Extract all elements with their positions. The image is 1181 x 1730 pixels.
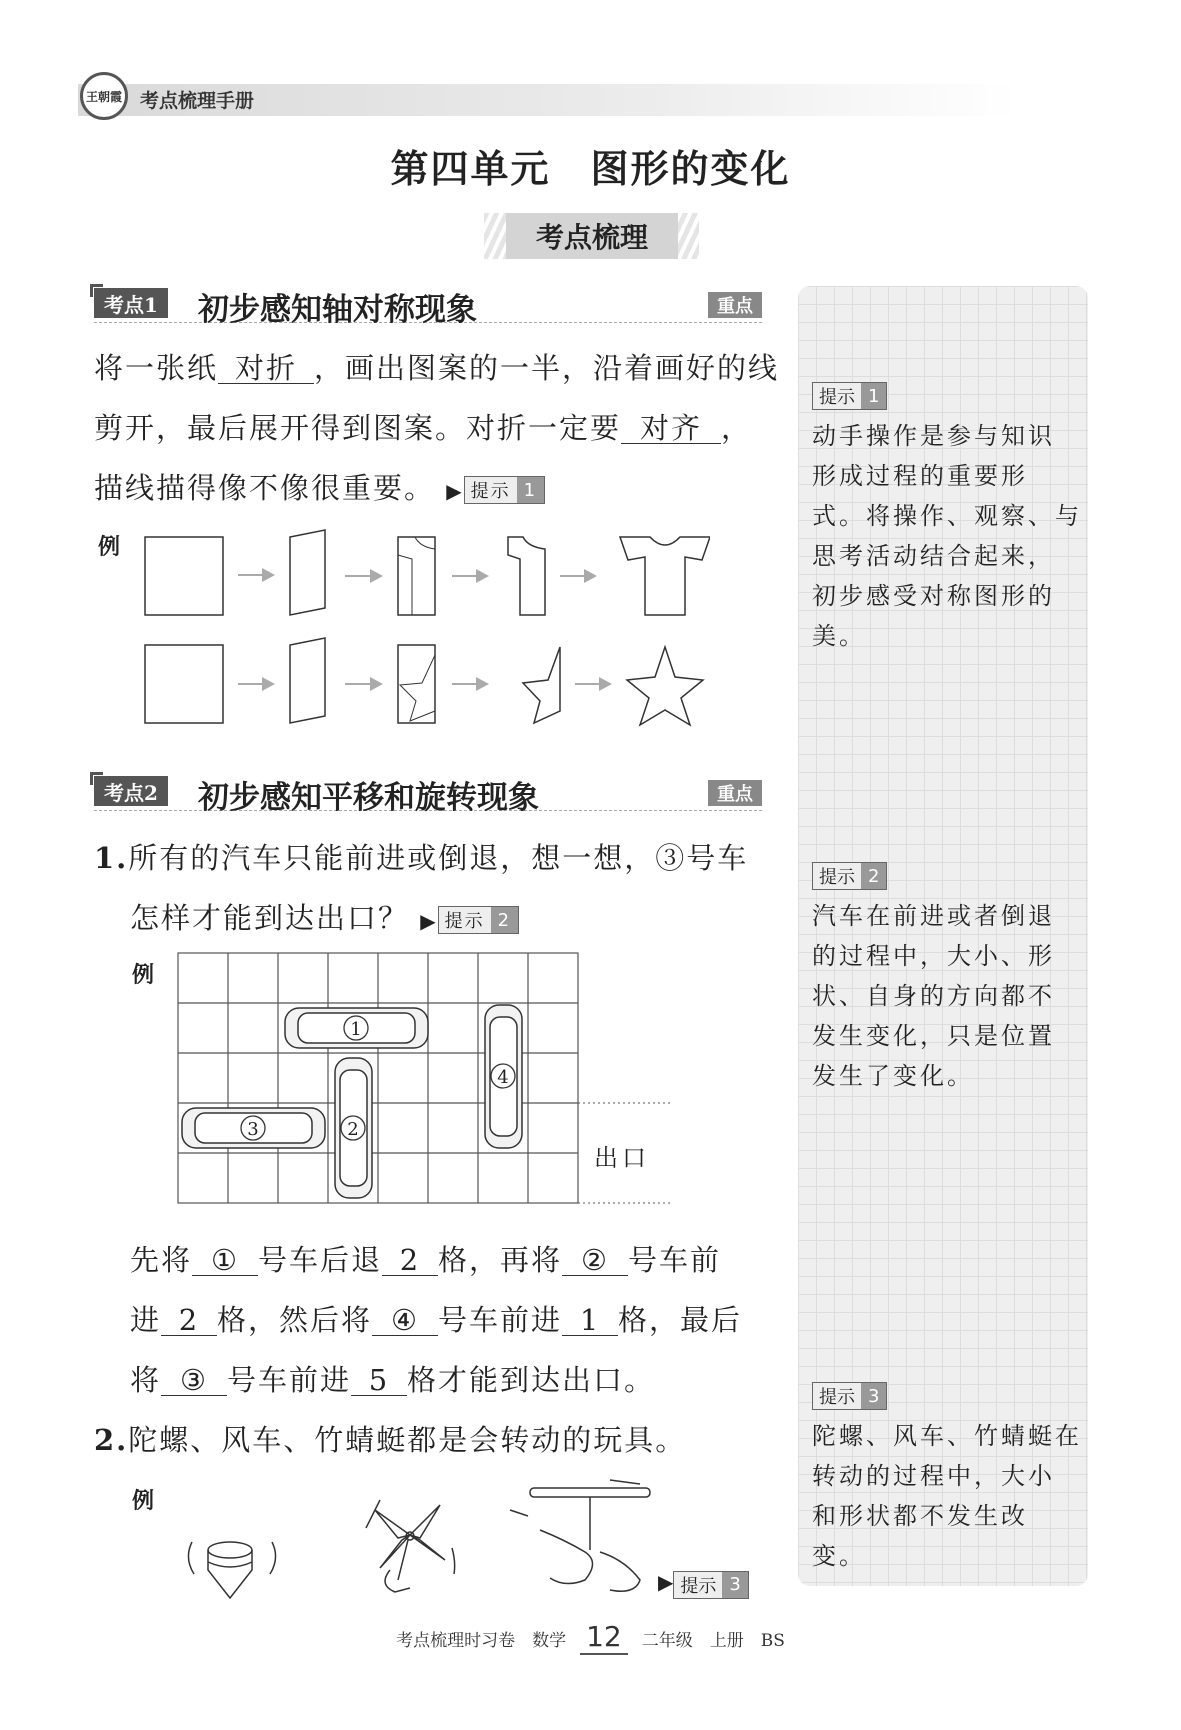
blank-fold[interactable]: 对折 <box>218 353 314 384</box>
sidebar-hint2-num: 2 <box>861 863 886 889</box>
q1-text-2: 怎样才能到达出口？ <box>130 901 410 935</box>
section2-header <box>94 772 762 816</box>
hint2-line: 发生了变化。 <box>812 1062 974 1090</box>
hint1-line: 形成过程的重要形 <box>812 462 1028 490</box>
s1-line3 <box>94 466 545 507</box>
blank-car-back[interactable]: ① <box>192 1245 258 1276</box>
bamboo-dragonfly-icon <box>510 1480 650 1591</box>
q1-line2 <box>130 896 519 937</box>
section2-title: 初步感知平移和旋转现象 <box>198 780 539 816</box>
blank-car-forward-3[interactable]: ③ <box>161 1365 227 1396</box>
section2-badge: 重点 <box>708 780 762 806</box>
hint1-line: 动手操作是参与知识 <box>812 422 1055 450</box>
arrow-right-icon <box>560 569 597 583</box>
sidebar-hint2-label <box>812 862 887 890</box>
sidebar-hint2-pill <box>812 862 887 890</box>
hint3-ref-label: 提示 <box>680 1575 717 1597</box>
q1-num: 1. <box>94 841 129 875</box>
sidebar-hint3-text: 提示 <box>819 1387 855 1408</box>
ans3-a: 将 <box>130 1363 162 1397</box>
ans1-d: 号车前 <box>628 1243 722 1277</box>
sidebar-hint2-text: 提示 <box>819 867 855 888</box>
q1-line1 <box>94 836 748 877</box>
q2-text: 陀螺、风车、竹蜻蜓都是会转动的玩具。 <box>128 1423 687 1457</box>
hint1-line: 美。 <box>812 622 866 650</box>
q1-text-1: 所有的汽车只能前进或倒退，想一想，③号车 <box>128 841 749 875</box>
hint3-line: 变。 <box>812 1542 866 1570</box>
blank-forward-steps-1[interactable]: 2 <box>161 1305 217 1336</box>
ans1-a: 先将 <box>130 1243 193 1277</box>
hint3-line: 和形状都不发生改 <box>812 1502 1028 1530</box>
drawn-half-shirt <box>398 537 435 615</box>
publisher-logo <box>80 72 128 120</box>
arrow-right-icon <box>452 569 489 583</box>
sidebar-hint3-label <box>812 1382 887 1410</box>
star-result <box>627 647 703 725</box>
section1-title: 初步感知轴对称现象 <box>198 292 477 328</box>
section1-badge: 重点 <box>708 292 762 318</box>
ans2-c: 号车前进 <box>438 1303 563 1337</box>
hint1-line: 思考活动结合起来， <box>812 542 1055 570</box>
hint3-ref-num: 3 <box>722 1572 747 1598</box>
answer-line1 <box>130 1238 721 1279</box>
blank-align[interactable]: 对齐 <box>621 413 721 444</box>
arrow-right-icon <box>345 569 383 583</box>
ans3-c: 格才能到达出口。 <box>407 1363 656 1397</box>
unit-title: 第四单元 图形的变化 <box>390 146 791 191</box>
sidebar-hint1-text: 提示 <box>819 387 855 408</box>
s1-line2-a: 剪开，最后展开得到图案。对折一定要 <box>94 411 622 445</box>
hint2-ref[interactable] <box>438 906 519 934</box>
cut-half-shirt <box>508 537 545 615</box>
exit-label: 出口 <box>594 1144 650 1172</box>
blank-forward-steps-3[interactable]: 5 <box>351 1365 407 1396</box>
ans2-a: 进 <box>130 1303 162 1337</box>
hint1-line: 式。将操作、观察、与 <box>812 502 1082 530</box>
ans3-b: 号车前进 <box>227 1363 352 1397</box>
footer-right: 二年级 上册 BS <box>641 1631 785 1651</box>
hint2-line: 汽车在前进或者倒退 <box>812 902 1055 930</box>
hint3-line: 转动的过程中，大小 <box>812 1462 1055 1490</box>
arrow-right-icon <box>238 568 275 582</box>
hint3-line: 陀螺、风车、竹蜻蜓在 <box>812 1422 1082 1450</box>
car-1-label: 1 <box>350 1019 362 1040</box>
ans1-c: 格，再将 <box>438 1243 563 1277</box>
car-4-label: 4 <box>497 1067 509 1088</box>
arrow-right-icon <box>575 677 612 691</box>
ans2-d: 格，最后 <box>618 1303 743 1337</box>
hint1-ref-num: 1 <box>517 477 544 503</box>
answer-line3 <box>130 1358 655 1399</box>
s1-line1 <box>94 346 779 387</box>
hint2-ref-label: 提示 <box>444 911 485 932</box>
sidebar-hint1-label <box>812 382 887 410</box>
sidebar-hint2-body <box>812 896 1082 1096</box>
logo-text: 王朝霞 <box>85 89 122 104</box>
folded-paper-1 <box>290 530 325 615</box>
play-icon: ▶ <box>420 909 438 933</box>
answer-line2 <box>130 1298 742 1339</box>
q2-line <box>94 1418 686 1459</box>
blank-car-forward-1[interactable]: ② <box>562 1245 628 1276</box>
square-paper-2 <box>145 645 223 723</box>
play-icon: ▶ <box>658 1570 674 1594</box>
hint2-ref-num: 2 <box>491 907 518 933</box>
hint1-ref[interactable] <box>464 476 545 504</box>
arrow-right-icon <box>452 677 489 691</box>
hint2-line: 发生变化，只是位置 <box>812 1022 1055 1050</box>
blank-forward-steps-2[interactable]: 1 <box>562 1305 618 1336</box>
s1-line2 <box>94 406 752 447</box>
sidebar-hint3-body <box>812 1416 1082 1576</box>
sidebar-hint1-num: 1 <box>861 383 886 409</box>
arrow-right-icon <box>238 677 275 691</box>
folding-diagram <box>130 525 710 740</box>
footer-left: 考点梳理时习卷 数学 <box>396 1631 567 1651</box>
blank-back-steps[interactable]: 2 <box>382 1245 438 1276</box>
sidebar-hint1-body <box>812 416 1082 656</box>
hint3-ref[interactable] <box>673 1571 748 1599</box>
car-3-label: 3 <box>247 1119 259 1140</box>
q2-num: 2. <box>94 1423 129 1457</box>
shirt-result <box>620 537 710 615</box>
arrow-right-icon <box>345 677 383 691</box>
section1-tag: 考点1 <box>94 288 168 318</box>
spinning-top-icon <box>188 1542 275 1598</box>
blank-car-forward-2[interactable]: ④ <box>372 1305 438 1336</box>
play-icon: ▶ <box>446 479 464 503</box>
s1-line3-a: 描线描得像不像很重要。 <box>94 471 436 505</box>
example-label-1: 例 <box>98 535 121 560</box>
square-paper-1 <box>145 537 223 615</box>
ans2-b: 格，然后将 <box>217 1303 373 1337</box>
hint1-ref-label: 提示 <box>470 481 511 502</box>
s1-line1-a: 将一张纸 <box>94 351 219 385</box>
book-title: 考点梳理手册 <box>140 90 255 112</box>
example-label-3: 例 <box>132 1489 155 1514</box>
section1-header <box>94 284 762 328</box>
hint2-line: 的过程中，大小、形 <box>812 942 1055 970</box>
folded-paper-2 <box>290 638 325 723</box>
sidebar-hint3-num: 3 <box>861 1383 886 1409</box>
pinwheel-icon <box>366 1500 455 1592</box>
sidebar-hint3-pill <box>812 1382 887 1410</box>
hint1-line: 初步感受对称图形的 <box>812 582 1055 610</box>
ans1-b: 号车后退 <box>258 1243 383 1277</box>
page-number: 12 <box>580 1620 628 1655</box>
banner-title: 考点梳理 <box>506 213 678 259</box>
example-label-2: 例 <box>132 963 155 988</box>
spinning-toys <box>170 1470 660 1610</box>
car-2-label: 2 <box>347 1119 359 1140</box>
hint2-line: 状、自身的方向都不 <box>812 982 1055 1010</box>
page-footer <box>0 1620 1181 1655</box>
s1-line1-b: ，画出图案的一半，沿着画好的线 <box>314 351 780 385</box>
sidebar-hint1-pill <box>812 382 887 410</box>
section2-tag: 考点2 <box>94 776 168 806</box>
s1-line2-b: ， <box>721 411 753 445</box>
q2-hint-ref <box>658 1570 749 1599</box>
cut-half-star <box>523 647 560 723</box>
